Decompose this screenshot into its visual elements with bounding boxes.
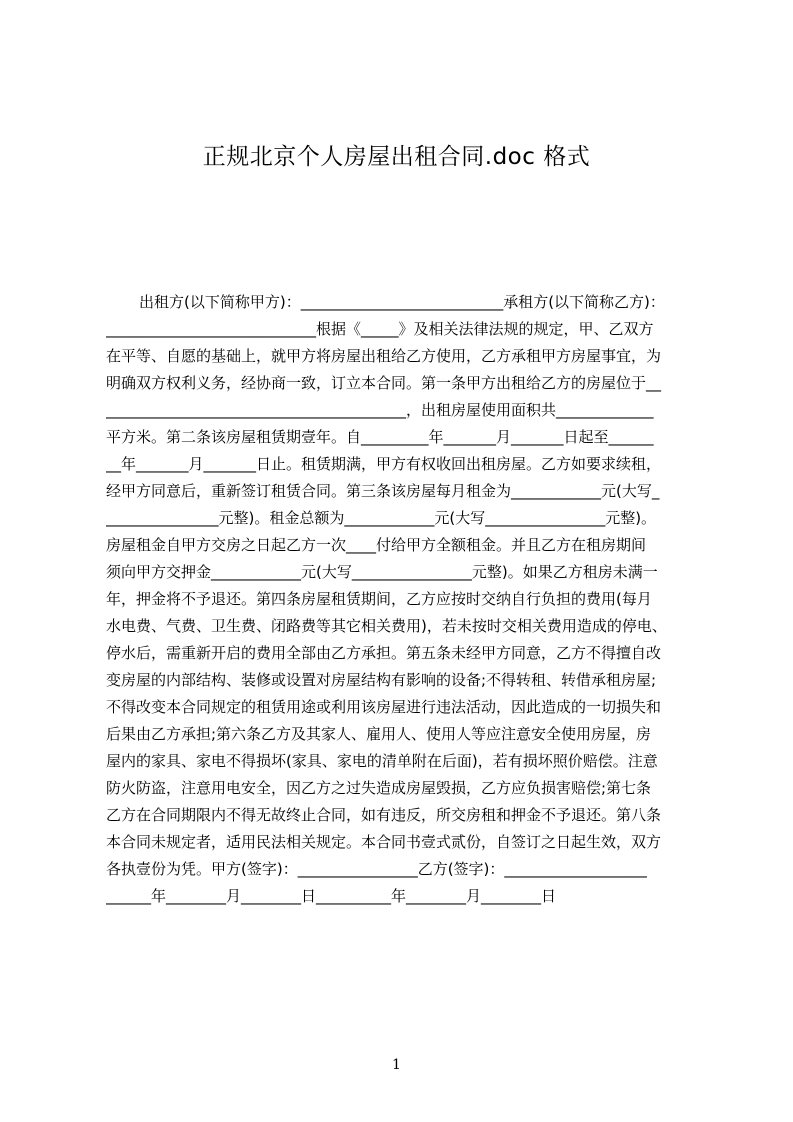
contract-text-line: __年_______月_______日止。租赁期满，甲方有权收回出租房屋。乙方如要求续租，	[106, 455, 662, 473]
contract-text-line: 水电费、气费、卫生费、闭路费等其它相关费用)，若未按时交相关费用造成的停电、	[106, 617, 667, 635]
contract-text-line: 明确双方权利义务，经协商一致，订立本合同。第一条甲方出租给乙方的房屋位于__	[106, 374, 662, 392]
contract-text-line: 出租方(以下简称甲方)：___________________________承租方(以下简称乙方)：	[139, 293, 665, 311]
contract-text-line: 须向甲方交押金____________元(大写________________元整)。如果乙方租房未满一	[106, 563, 658, 581]
contract-text-line: ________________________________________，出租房屋使用面积共_____________	[106, 401, 654, 419]
contract-text-line: 年，押金将不予退还。第四条房屋租赁期间，乙方应按时交纳自行负担的费用(每月	[106, 590, 652, 608]
contract-text-line: 乙方在合同期限内不得无故终止合同，如有违反，所交房租和押金不予退还。第八条	[106, 806, 662, 824]
contract-text-line: 本合同未规定者，适用民法相关规定。本合同书壹式贰份，自签订之日起生效，双方	[106, 833, 662, 851]
page-number: 1	[392, 1057, 401, 1073]
contract-text-line: 后果由乙方承担;第六条乙方及其家人、雇用人、使用人等应注意安全使用房屋，房	[106, 725, 652, 743]
contract-text-line: 各执壹份为凭。甲方(签字)：________________乙方(签字)：___________________	[106, 860, 647, 878]
contract-text-line: 变房屋的内部结构、装修或设置对房屋结构有影响的设备;不得转租、转借承租房屋;	[106, 671, 657, 689]
contract-text-line: 经甲方同意后，重新签订租赁合同。第三条该房屋每月租金为____________元(大写_	[106, 482, 660, 500]
contract-text-line: 防火防盗，注意用电安全，因乙方之过失造成房屋毁损，乙方应负损害赔偿;第七条	[106, 779, 652, 797]
contract-text-line: 停水后，需重新开启的费用全部由乙方承担。第五条未经甲方同意，乙方不得擅自改	[106, 644, 662, 662]
contract-text-line: ____________________________根据《_____》及相关法律法规的规定，甲、乙双方	[106, 320, 654, 338]
document-title: 正规北京个人房屋出租合同.doc 格式	[202, 144, 591, 170]
contract-text-line: 房屋租金自甲方交房之日起乙方一次____付给甲方全额租金。并且乙方在租房期间	[106, 536, 647, 554]
contract-text-line: 屋内的家具、家电不得损坏(家具、家电的清单附在后面)，若有损坏照价赔偿。注意	[106, 752, 658, 770]
contract-text-line: ______年________月________日__________年________月________日	[106, 887, 557, 905]
contract-text-line: 平方米。第二条该房屋租赁期壹年。自_________年_______月_______日起至______	[106, 428, 654, 446]
contract-text-line: 不得改变本合同规定的租赁用途或利用该房屋进行违法活动，因此造成的一切损失和	[106, 698, 662, 716]
contract-text-line: _______________元整)。租金总额为____________元(大写________________元整)。	[106, 509, 657, 527]
contract-body	[106, 289, 706, 910]
contract-text-line: 在平等、自愿的基础上，就甲方将房屋出租给乙方使用，乙方承租甲方房屋事宜，为	[106, 347, 662, 365]
